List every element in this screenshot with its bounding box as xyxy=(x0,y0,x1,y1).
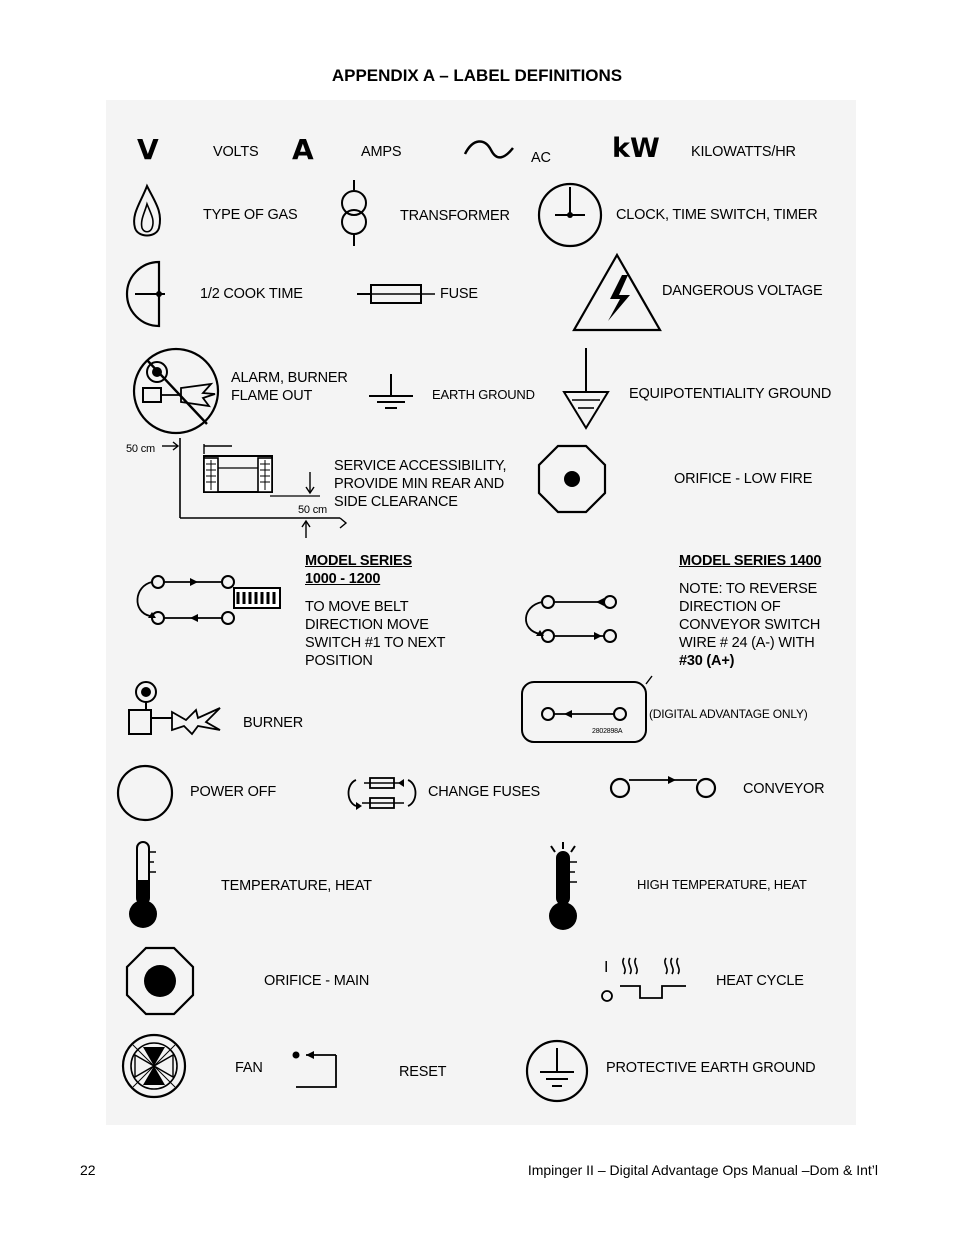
note-line3: CONVEYOR SWITCH xyxy=(679,617,821,633)
fuse-label: FUSE xyxy=(440,286,478,302)
move-belt-line3: SWITCH #1 TO NEXT xyxy=(305,635,446,651)
clearance-50cm-rear-label: 50 cm xyxy=(298,504,327,516)
manual-title: Impinger II – Digital Advantage Ops Manual –Dom & Int’l xyxy=(527,1162,878,1178)
earth-ground-label: EARTH GROUND xyxy=(432,387,535,402)
note-line4: WIRE # 24 (A-) WITH xyxy=(679,635,815,651)
kilowatts-icon: kW xyxy=(612,133,660,164)
page-title: APPENDIX A – LABEL DEFINITIONS xyxy=(331,66,623,85)
service-clearance-icon xyxy=(160,432,350,540)
reset-label: RESET xyxy=(399,1064,447,1080)
ac-wave-icon xyxy=(463,140,515,164)
note-line2: DIRECTION OF xyxy=(679,599,781,615)
transformer-icon xyxy=(336,180,372,250)
fuse-icon xyxy=(357,281,437,309)
service-label-line1: SERVICE ACCESSIBILITY, xyxy=(334,458,507,474)
model-series-1000-heading: MODEL SERIES xyxy=(305,553,412,569)
alarm-label-line2: FLAME OUT xyxy=(231,388,313,404)
burner-label: BURNER xyxy=(243,715,304,731)
protective-earth-label: PROTECTIVE EARTH GROUND xyxy=(606,1060,816,1076)
service-label-line3: SIDE CLEARANCE xyxy=(334,494,458,510)
clearance-50cm-side-label: 50 cm xyxy=(126,443,155,455)
ac-label: AC xyxy=(531,150,551,166)
conveyor-label: CONVEYOR xyxy=(743,781,825,797)
move-belt-line2: DIRECTION MOVE xyxy=(305,617,429,633)
orifice-low-fire-icon xyxy=(537,444,607,514)
dangerous-voltage-label: DANGEROUS VOLTAGE xyxy=(662,283,823,299)
note-line5: #30 (A+) xyxy=(679,653,735,669)
part-number-label: 2802898A xyxy=(592,728,623,735)
volts-icon: V xyxy=(137,133,159,166)
protective-earth-icon xyxy=(524,1038,590,1104)
orifice-low-fire-label: ORIFICE - LOW FIRE xyxy=(674,471,813,487)
amps-icon: A xyxy=(292,133,314,166)
conveyor-switch-1000-icon xyxy=(128,572,284,628)
conveyor-icon xyxy=(608,772,720,802)
gas-flame-icon xyxy=(129,184,165,242)
fan-label: FAN xyxy=(235,1060,263,1076)
equipotential-ground-label: EQUIPOTENTIALITY GROUND xyxy=(629,386,832,402)
change-fuses-label: CHANGE FUSES xyxy=(428,784,541,800)
reset-icon xyxy=(290,1047,342,1091)
dangerous-voltage-icon xyxy=(572,253,662,333)
heat-cycle-label: HEAT CYCLE xyxy=(716,973,804,989)
digital-switch-icon xyxy=(520,676,654,746)
burner-icon xyxy=(126,680,222,736)
change-fuses-icon xyxy=(344,774,424,812)
alarm-burner-icon xyxy=(131,348,221,434)
temperature-heat-label: TEMPERATURE, HEAT xyxy=(221,878,372,894)
high-temperature-icon xyxy=(545,840,581,932)
model-series-1000-range: 1000 - 1200 xyxy=(305,571,381,587)
kilowatts-label: KILOWATTS/HR xyxy=(691,144,796,160)
power-off-label: POWER OFF xyxy=(190,784,277,800)
earth-ground-icon xyxy=(367,372,417,412)
orifice-main-label: ORIFICE - MAIN xyxy=(264,973,370,989)
heat-cycle-on-marker: I xyxy=(604,959,609,976)
fan-icon xyxy=(121,1033,187,1099)
digital-advantage-only-label: (DIGITAL ADVANTAGE ONLY) xyxy=(649,707,808,721)
type-of-gas-label: TYPE OF GAS xyxy=(203,207,298,223)
heat-cycle-icon xyxy=(598,954,694,1008)
amps-label: AMPS xyxy=(361,144,402,160)
clock-icon xyxy=(535,181,605,249)
thermometer-icon xyxy=(126,840,162,930)
conveyor-switch-1400-icon xyxy=(514,590,624,648)
half-cook-time-label: 1/2 COOK TIME xyxy=(200,286,303,302)
transformer-label: TRANSFORMER xyxy=(400,208,510,224)
half-cook-time-icon xyxy=(125,260,169,328)
move-belt-line1: TO MOVE BELT xyxy=(305,599,409,615)
equipotential-ground-icon xyxy=(562,348,610,434)
service-label-line2: PROVIDE MIN REAR AND xyxy=(334,476,505,492)
power-off-icon xyxy=(114,764,176,822)
move-belt-line4: POSITION xyxy=(305,653,373,669)
model-series-1400-heading: MODEL SERIES 1400 xyxy=(679,553,822,569)
page-number: 22 xyxy=(80,1162,96,1178)
volts-label: VOLTS xyxy=(213,144,259,160)
high-temperature-label: HIGH TEMPERATURE, HEAT xyxy=(637,877,807,892)
note-line1: NOTE: TO REVERSE xyxy=(679,581,818,597)
orifice-main-icon xyxy=(125,946,195,1016)
alarm-label-line1: ALARM, BURNER xyxy=(231,370,348,386)
clock-label: CLOCK, TIME SWITCH, TIMER xyxy=(616,207,818,223)
